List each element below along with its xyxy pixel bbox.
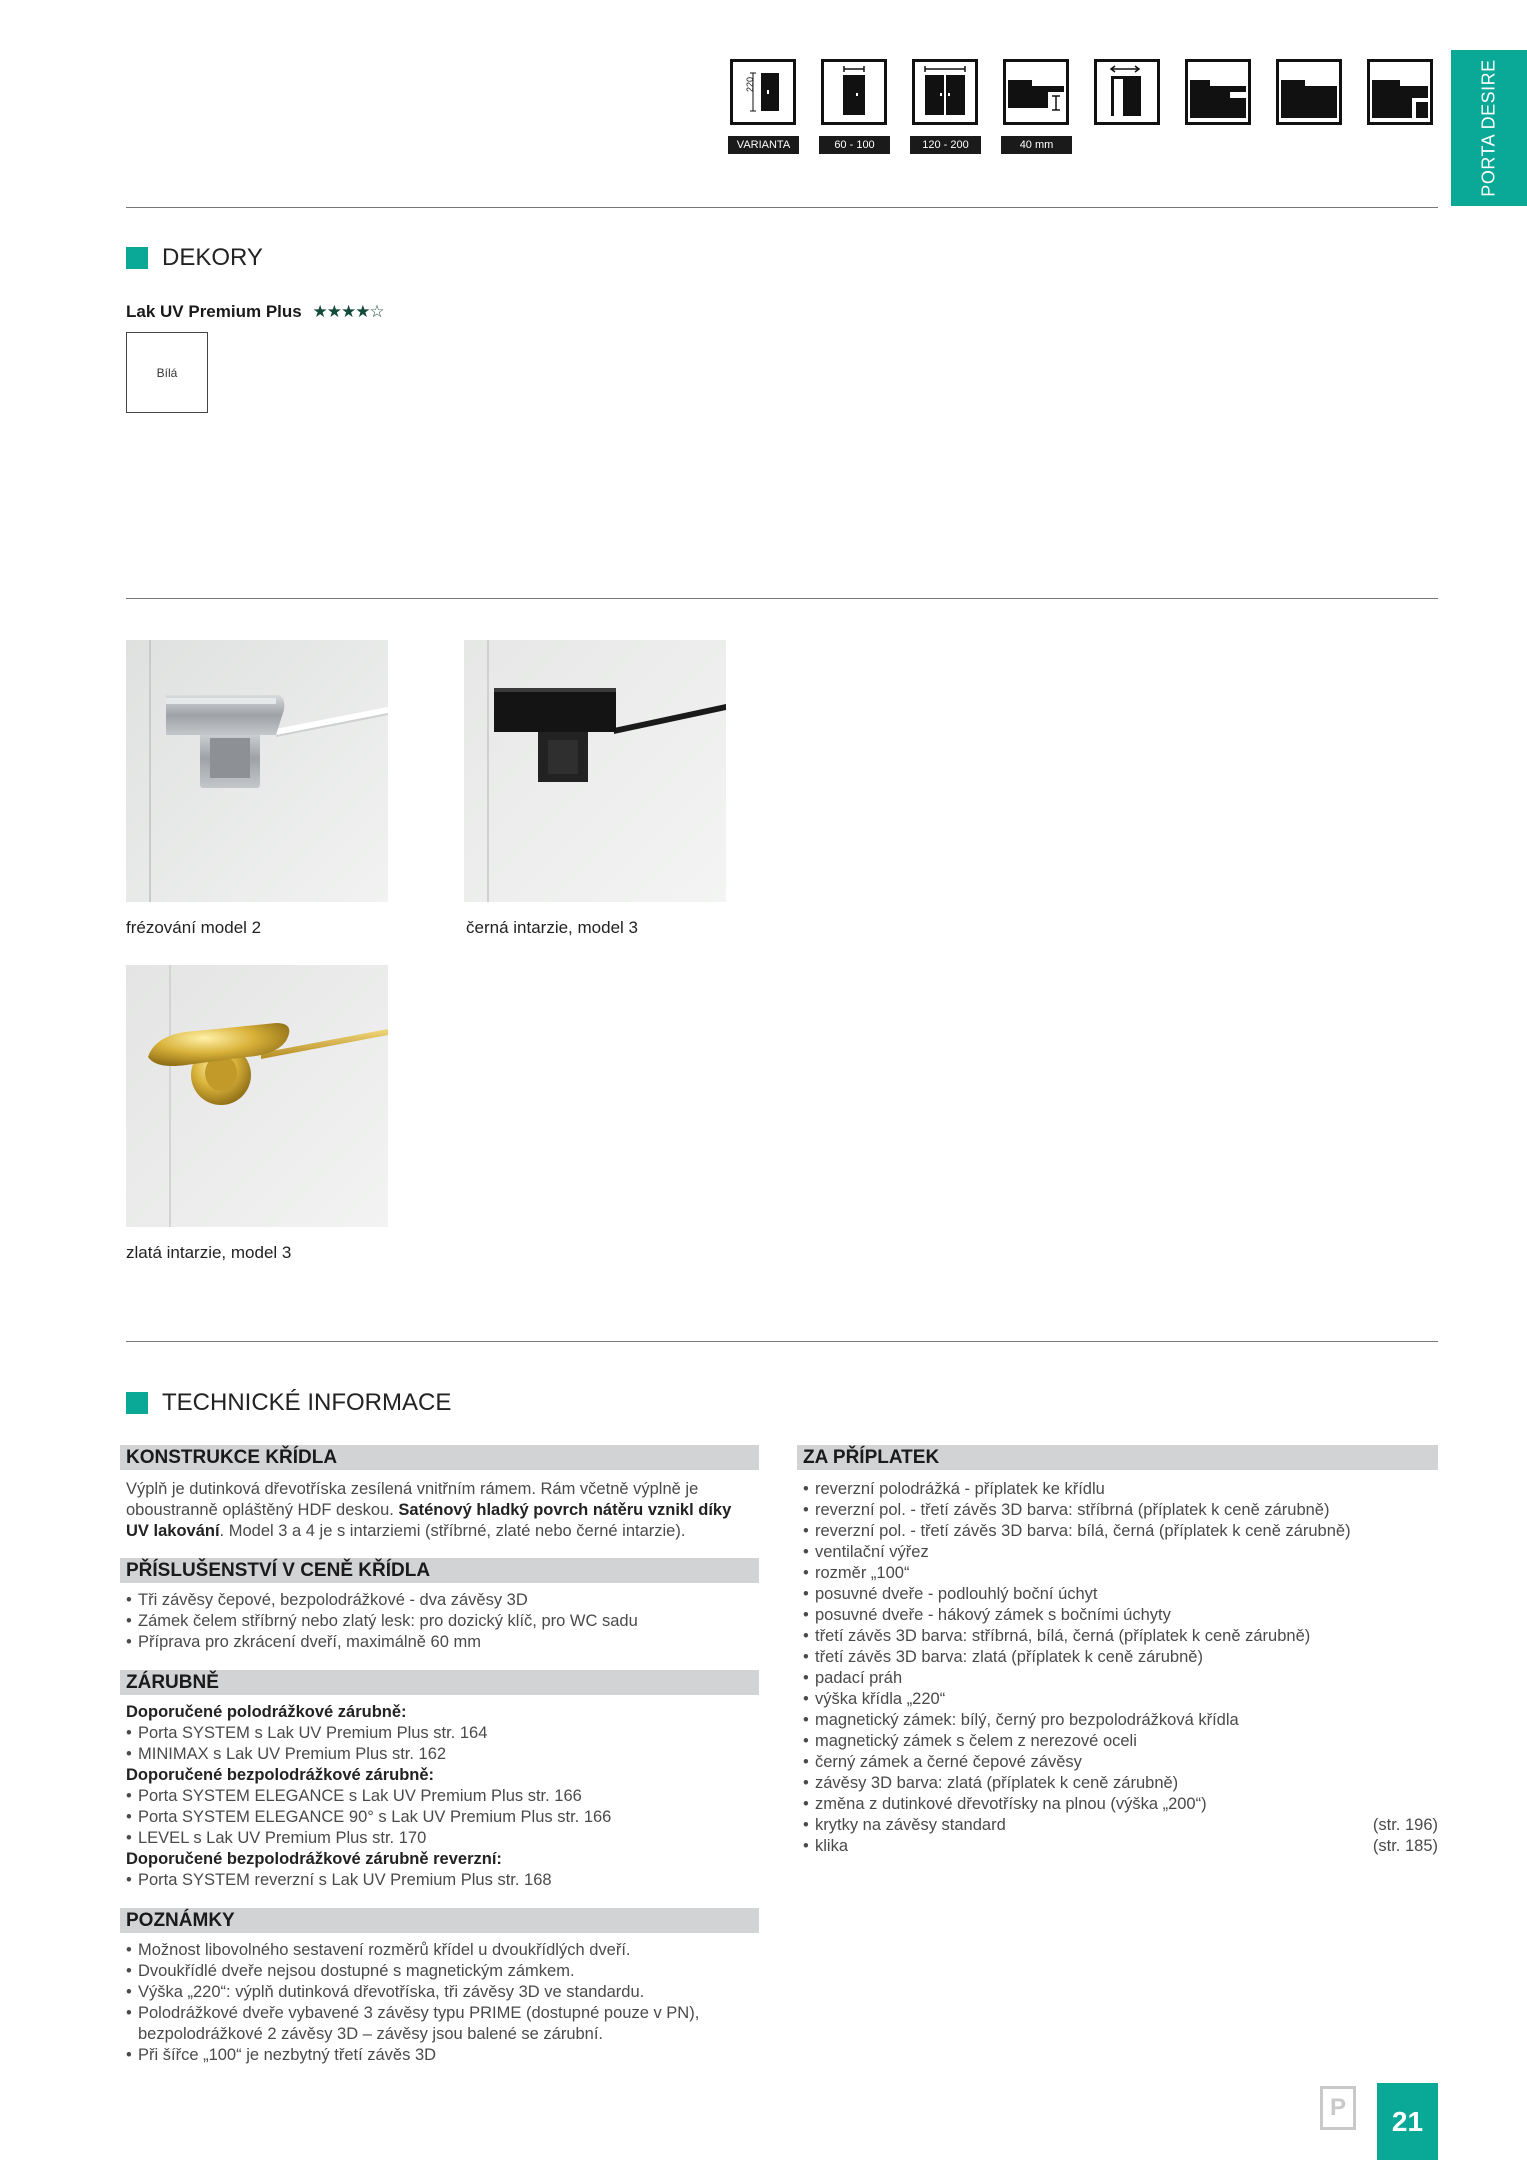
rebated-profile-icon bbox=[1185, 59, 1251, 125]
photo-black-inlay-model-3 bbox=[464, 640, 726, 902]
height-value-text: 220 bbox=[745, 76, 755, 92]
section-title-decors bbox=[126, 245, 263, 271]
list-item: • Tři závěsy čepové, bezpolodrážkové - dva závěsy 3D bbox=[126, 1590, 756, 1611]
frames-group-title: Doporučené polodrážkové zárubně: bbox=[126, 1703, 407, 1721]
brand-logo-icon bbox=[1320, 2086, 1356, 2130]
list-item: • reverzní pol. - třetí závěs 3D barva: stříbrná (příplatek k ceně zárubně) bbox=[803, 1500, 1438, 1521]
page-number: 21 bbox=[1377, 2083, 1438, 2160]
frames-group-title: Doporučené bezpolodrážkové zárubně: bbox=[126, 1766, 435, 1784]
photo-caption: frézování model 2 bbox=[126, 918, 262, 937]
list-item: • Při šířce „100“ je nezbytný třetí závěs 3D bbox=[126, 2045, 756, 2066]
brand-logo-letter: P bbox=[1329, 2094, 1346, 2121]
sliding-door-icon bbox=[1094, 59, 1160, 125]
divider bbox=[126, 1341, 1438, 1342]
decors-title: DEKORY bbox=[162, 244, 263, 271]
list-item: • reverzní pol. - třetí závěs 3D barva: bílá, černá (příplatek k ceně zárubně) bbox=[803, 1521, 1438, 1542]
finish-row bbox=[126, 302, 384, 322]
rating-stars: ★★★★☆ bbox=[312, 302, 384, 321]
list-item: • ventilační výřez bbox=[803, 1542, 1438, 1563]
finish-name: Lak UV Premium Plus bbox=[126, 302, 302, 321]
icon-label-double-width: 120 - 200 bbox=[910, 136, 981, 154]
construction-text bbox=[126, 1479, 756, 1542]
page-reference: (str. 196) bbox=[1372, 1816, 1438, 1834]
tech-title: TECHNICKÉ INFORMACE bbox=[162, 1389, 452, 1416]
photo-caption: černá intarzie, model 3 bbox=[466, 918, 638, 937]
list-item: • reverzní polodrážká - příplatek ke křídlu bbox=[803, 1479, 1438, 1500]
list-item: • magnetický zámek s čelem z nerezové oceli bbox=[803, 1731, 1438, 1752]
divider bbox=[126, 598, 1438, 599]
surcharge-list bbox=[803, 1479, 1438, 1857]
construction-text-bold: Saténový hladký povrch nátěru vznikl díky UV lakování bbox=[126, 1501, 732, 1540]
double-door-width-icon bbox=[912, 59, 978, 125]
accessories-heading: PŘÍSLUŠENSTVÍ V CENĚ KŘÍDLA bbox=[120, 1558, 759, 1583]
photo-gold-inlay-model-3 bbox=[126, 965, 388, 1227]
list-item: • Možnost libovolného sestavení rozměrů křídel u dvoukřídlých dveří. bbox=[126, 1940, 756, 1961]
notes-heading: POZNÁMKY bbox=[120, 1908, 759, 1933]
list-item: • změna z dutinkové dřevotřísky na plnou (výška „200“) bbox=[803, 1794, 1438, 1815]
construction-text-part2: . Model 3 a 4 je s intarziemi (stříbrné, zlaté nebo černé intarzie). bbox=[219, 1522, 686, 1540]
flush-profile-icon bbox=[1276, 59, 1342, 125]
surcharge-heading: ZA PŘÍPLATEK bbox=[797, 1445, 1438, 1470]
list-item: • krytky na závěsy standard (str. 196) bbox=[803, 1815, 1438, 1836]
list-item: • Porta SYSTEM reverzní s Lak UV Premium Plus str. 168 bbox=[126, 1870, 756, 1891]
list-item: • Porta SYSTEM ELEGANCE 90° s Lak UV Premium Plus str. 166 bbox=[126, 1807, 756, 1828]
icon-label-varianta: VARIANTA 220 bbox=[728, 136, 799, 154]
list-item: • Porta SYSTEM s Lak UV Premium Plus str. 164 bbox=[126, 1723, 756, 1744]
frames-block bbox=[126, 1702, 756, 1891]
single-door-width-icon bbox=[821, 59, 887, 125]
reverse-profile-icon bbox=[1367, 59, 1433, 125]
section-marker bbox=[126, 247, 148, 269]
door-height-icon bbox=[730, 59, 796, 125]
list-item: • posuvné dveře - podlouhlý boční úchyt bbox=[803, 1584, 1438, 1605]
list-item: • Dvoukřídlé dveře nejsou dostupné s magnetickým zámkem. bbox=[126, 1961, 756, 1982]
product-tab bbox=[1451, 50, 1527, 206]
list-item: • černý zámek a černé čepové závěsy bbox=[803, 1752, 1438, 1773]
photo-caption: zlatá intarzie, model 3 bbox=[126, 1243, 292, 1262]
list-item: • Příprava pro zkrácení dveří, maximálně 60 mm bbox=[126, 1632, 756, 1653]
section-title-tech bbox=[126, 1390, 451, 1416]
list-item: • Polodrážkové dveře vybavené 3 závěsy typu PRIME (dostupné pouze v PN), bezpolodrážkové 2 závěsy 3D – závěsy jsou balené se zárubní. bbox=[126, 2003, 756, 2045]
list-item: • posuvné dveře - hákový zámek s bočními úchyty bbox=[803, 1605, 1438, 1626]
product-tab-label: PORTA DESIRE bbox=[1478, 59, 1499, 197]
list-item: • padací práh bbox=[803, 1668, 1438, 1689]
icon-label-thickness: 40 mm bbox=[1001, 136, 1072, 154]
list-item: • rozměr „100“ bbox=[803, 1563, 1438, 1584]
list-item: • LEVEL s Lak UV Premium Plus str. 170 bbox=[126, 1828, 756, 1849]
list-item: • klika (str. 185) bbox=[803, 1836, 1438, 1857]
section-marker bbox=[126, 1392, 148, 1414]
frames-group-title: Doporučené bezpolodrážkové zárubně reverzní: bbox=[126, 1850, 502, 1868]
list-item: • magnetický zámek: bílý, černý pro bezpolodrážková křídla bbox=[803, 1710, 1438, 1731]
swatch-label: Bílá bbox=[156, 365, 178, 380]
icon-label-single-width: 60 - 100 bbox=[819, 136, 890, 154]
construction-heading: KONSTRUKCE KŘÍDLA bbox=[120, 1445, 759, 1470]
list-item: • třetí závěs 3D barva: zlatá (příplatek k ceně zárubně) bbox=[803, 1647, 1438, 1668]
photo-milled-model-2 bbox=[126, 640, 388, 902]
accessories-list bbox=[126, 1590, 756, 1653]
list-item: • závěsy 3D barva: zlatá (příplatek k ceně zárubně) bbox=[803, 1773, 1438, 1794]
list-item: • MINIMAX s Lak UV Premium Plus str. 162 bbox=[126, 1744, 756, 1765]
list-item: • výška křídla „220“ bbox=[803, 1689, 1438, 1710]
list-item: • Zámek čelem stříbrný nebo zlatý lesk: pro dozický klíč, pro WC sadu bbox=[126, 1611, 756, 1632]
list-item: • Porta SYSTEM ELEGANCE s Lak UV Premium Plus str. 166 bbox=[126, 1786, 756, 1807]
color-swatch[interactable] bbox=[126, 332, 208, 413]
page-reference: (str. 185) bbox=[1372, 1837, 1438, 1855]
list-item: • třetí závěs 3D barva: stříbrná, bílá, černá (příplatek k ceně zárubně) bbox=[803, 1626, 1438, 1647]
frames-heading: ZÁRUBNĚ bbox=[120, 1670, 759, 1695]
divider bbox=[126, 207, 1438, 208]
list-item: • Výška „220“: výplň dutinková dřevotříska, tři závěsy 3D ve standardu. bbox=[126, 1982, 756, 2003]
door-thickness-icon bbox=[1003, 59, 1069, 125]
construction-text-part1: Výplň je dutinková dřevotříska zesílená vnitřním rámem. Rám včetně výplně je oboustranně opláštěný HDF deskou. bbox=[126, 1480, 699, 1519]
notes-list bbox=[126, 1940, 756, 2066]
